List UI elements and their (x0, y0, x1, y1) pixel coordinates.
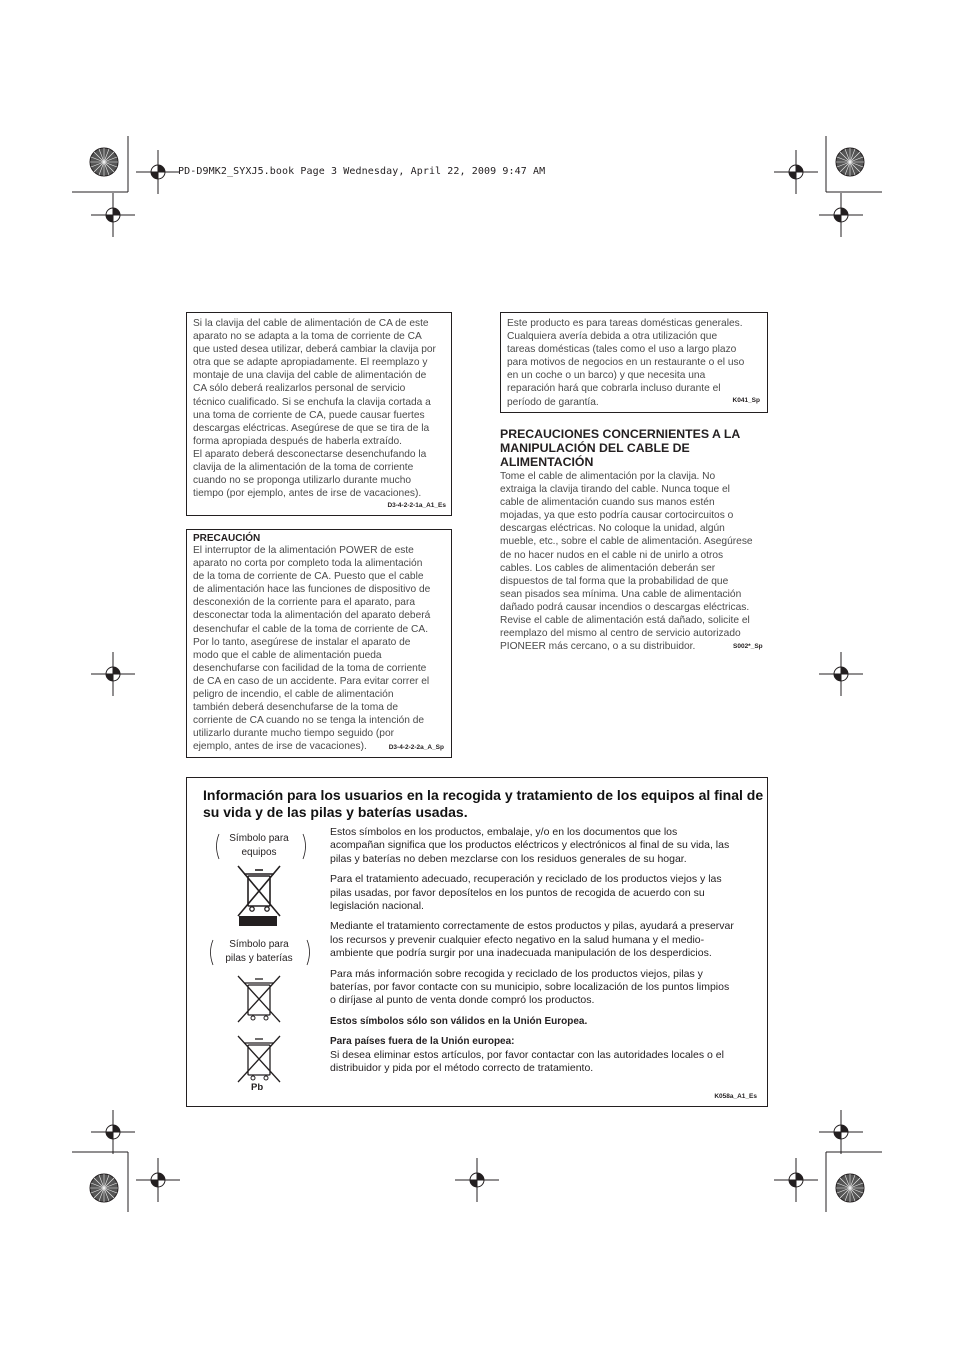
text-line: El aparato deberá desconectarse desenchufando la (193, 448, 427, 460)
crosshair-mark (91, 652, 135, 696)
caution-text (193, 544, 445, 754)
recycling-paragraph (330, 968, 760, 1008)
text-line: montaje de una clavija del cable de alimentación de (193, 370, 427, 382)
text-line: los recursos y prevenir cualquier efecto negativo en la salud humana y el medio- (330, 933, 705, 946)
text-line: de CA en caso de un accidente. Para evitar correr el (193, 675, 430, 687)
crosshair-mark (819, 1110, 863, 1154)
notice-text (507, 317, 761, 409)
text-line: Este producto es para tareas domésticas generales. (507, 318, 743, 329)
text-line: Para el tratamiento adecuado, recuperación y reciclado de los productos viejos y las (330, 873, 722, 886)
text-line: de alimentación hace las funciones de dispositivo de (193, 584, 431, 596)
recycling-title (203, 787, 763, 820)
text-line: desenchufarse con facilidad de la toma de corriente (193, 662, 427, 674)
text-line: o diríjase al punto de venta donde compró los productos. (330, 994, 595, 1007)
text-line: cables. Los cables de alimentación deberán ser (500, 562, 716, 574)
recycling-info-box (186, 777, 768, 1107)
text-line: aparato no se adapta a la toma de corriente de CA (193, 331, 422, 343)
text-line: período de garantía. (507, 396, 599, 408)
text-line: Estos símbolos en los productos, embalaje, y/o en los documentos que los (330, 826, 678, 838)
text-line: acompañan significa que los productos eléctricos y electrónicos al final de su vida, las (330, 839, 730, 852)
text-line: Mediante el tratamiento correctamente de estos productos y pilas, ayudará a preservar (330, 920, 734, 933)
text-line: peligro de incendio, el cable de alimentación (193, 689, 394, 701)
text-line: otra que se adapte apropiadamente. El reemplazo y (193, 357, 428, 369)
text-line: Por lo tanto, asegúrese de instalar el aparato de (193, 636, 411, 648)
recycling-paragraph (330, 920, 760, 960)
text-line: desconectar toda la alimentación del aparato deberá (193, 610, 431, 622)
text-line: también deberá desenchufarse de la toma de (193, 702, 399, 714)
pb-crossed-out-bin-icon (234, 1034, 284, 1086)
text-line: Si desea eliminar estos artículos, por favor contactar con las autoridades locales o el (330, 1048, 724, 1061)
text-line: extraiga la clavija tirando del cable. Nunca toque el (500, 484, 730, 496)
text-line: Revise el cable de alimentación está dañado, solicite el (500, 615, 750, 627)
file-info-header: PD-D9MK2_SYXJ5.book Page 3 Wednesday, April 22, 2009 9:47 AM (178, 166, 546, 177)
text-line: tareas domésticas (tales como el uso a largo plazo (507, 344, 737, 356)
text-line: dañado podrá causar incendios o descargas eléctricas. (500, 601, 750, 613)
text-line: dispuestos de tal forma que la probabilidad de que (500, 575, 729, 587)
heading-line: MANIPULACIÓN DEL CABLE DE (500, 441, 690, 455)
text-line: una toma de corriente de CA, puede causar fuertes (193, 409, 425, 421)
text-line: pilas usadas, por favor deposítelos en los puntos de recogida de acuerdo con su (330, 886, 705, 899)
text-line: PIONEER más cercano, o a su distribuidor. (500, 641, 696, 653)
text-line: en un coche o un barco) y que necesita una (507, 370, 706, 382)
starburst-mark-top-right (835, 147, 865, 177)
text-line: cable de alimentación cuando sus manos estén (500, 497, 715, 509)
title-line: Información para los usuarios en la recogida y tratamiento de los equipos al final de (203, 787, 764, 803)
text-line: mojadas, ya que esto podría causar cortocircuitos o (500, 510, 734, 522)
text-line: clavija de la alimentación de la toma de corriente (193, 462, 414, 474)
crosshair-mark (136, 1158, 180, 1202)
text-line: sean pisados sea mínima. Una cable de alimentación (500, 588, 742, 600)
text-line: de la toma de corriente de CA. Puesto que el cable (193, 571, 424, 583)
text-line: ambiente que podría surgir por una inadecuada manipulación de los desperdicios. (330, 947, 712, 960)
text-line: cuando no se proponga utilizarlo durante mucho (193, 475, 412, 487)
crosshair-mark (91, 193, 135, 237)
bracket-decoration (213, 832, 309, 862)
text-line: legislación nacional. (330, 900, 424, 913)
text-line: aparato no corta por completo toda la alimentación (193, 558, 423, 570)
starburst-mark-bottom-left (89, 1173, 119, 1203)
text-line: que usted desea utilizar, deberá cambiar la clavija por (193, 344, 436, 356)
document-code: D3-4-2-2-1a_A1_Es (387, 502, 446, 509)
text-line: baterías, por favor contacte con su municipio, sobre localización de los puntos limpios (330, 981, 730, 994)
document-code: S002*_Sp (733, 643, 763, 651)
plug-replacement-notice (186, 312, 452, 516)
text-line: tiempo (por ejemplo, antes de irse de vacaciones). (193, 488, 422, 500)
crosshair-mark (819, 193, 863, 237)
text-line: forma apropiada después de haberla extraído. (193, 435, 402, 447)
recycling-text (330, 826, 760, 1076)
caution-power-switch (186, 529, 452, 758)
text-line: Tome el cable de alimentación por la clavija. No (500, 471, 716, 482)
recycling-paragraph (330, 826, 760, 866)
power-cord-section (500, 427, 770, 653)
text-line: modo que el cable de alimentación pueda (193, 649, 382, 661)
non-eu-heading: Para países fuera de la Unión europea: (330, 1035, 515, 1047)
text-line: ejemplo, antes de irse de vacaciones). (193, 741, 367, 753)
text-line: Cualquiera avería debida a otra utilización que (507, 331, 718, 343)
text-line: utilizarlo durante mucho tiempo seguido (por (193, 728, 395, 740)
label-line: pilas y baterías (225, 952, 293, 964)
text-line: pilas y baterías no deben mezclarse con los residuos generales de su hogar. (330, 852, 687, 865)
text-line: Si la clavija del cable de alimentación de CA de este (193, 318, 429, 329)
text-line: desconexión de la corriente para el aparato, para (193, 597, 416, 609)
text-line: CA sólo deberá realizarlos personal de servicio (193, 383, 406, 395)
section-text (500, 470, 770, 653)
heading-line: ALIMENTACIÓN (500, 455, 594, 469)
crosshair-mark (819, 652, 863, 696)
text-line: El interruptor de la alimentación POWER de este (193, 545, 414, 556)
bracket-decoration (207, 938, 313, 968)
text-line: técnico cualificado. Si se enchufa la clavija cortada a (193, 396, 431, 408)
text-line: Para más información sobre recogida y reciclado de los productos viejos, pilas y (330, 967, 703, 980)
label-line: Símbolo para (229, 833, 289, 844)
crosshair-mark (136, 150, 180, 194)
pb-label: Pb (251, 1082, 264, 1093)
crosshair-mark (455, 1158, 499, 1202)
text-line: reemplazo del mismo al centro de servicio autorizado (500, 628, 741, 640)
starburst-mark-bottom-right (835, 1173, 865, 1203)
title-line: su vida y de las pilas y baterías usadas. (203, 803, 468, 820)
label-line: equipos (241, 846, 277, 858)
recycling-paragraph (330, 873, 760, 913)
text-line: de no hacer nudos en el cable ni de unirlo a otros (500, 549, 724, 561)
domestic-use-notice (500, 312, 768, 413)
eu-validity-note: Estos símbolos sólo son válidos en la Unión Europea. (330, 1015, 588, 1027)
crosshair-mark (774, 150, 818, 194)
caution-title: PRECAUCIÓN (193, 533, 261, 544)
document-code: D3-4-2-2-2a_A_Sp (388, 744, 444, 751)
crosshair-mark (91, 1110, 135, 1154)
text-line: distribuidor y pida por el método correcto de tratamiento. (330, 1062, 594, 1075)
text-line: corriente de CA cuando no se tenga la intención de (193, 715, 425, 727)
text-line: descargas eléctricas. No coloque la unidad, algún (500, 523, 725, 535)
text-line: mueble, etc., sobre el cable de alimentación. Asegúrese (500, 536, 753, 548)
label-line: Símbolo para (229, 939, 289, 950)
document-code: K058a_A1_Es (714, 1093, 757, 1100)
black-bar (239, 916, 277, 926)
document-code: K041_Sp (732, 397, 760, 404)
notice-text (193, 317, 445, 500)
starburst-mark-top-left (89, 147, 119, 177)
section-heading (500, 427, 770, 469)
text-line: desenchufar el cable de la toma de corriente de CA. (193, 623, 429, 635)
text-line: descargas eléctricas. Asegúrese de que se tira de la (193, 422, 430, 434)
heading-line: PRECAUCIONES CONCERNIENTES A LA (500, 427, 741, 441)
crosshair-mark (774, 1158, 818, 1202)
text-line: para motivos de negocios en un restaurante o el uso (507, 357, 745, 369)
non-eu-text (330, 1049, 760, 1076)
battery-crossed-out-bin-icon (234, 974, 284, 1026)
text-line: reparación hará que cobrarla incluso durante el (507, 383, 721, 395)
